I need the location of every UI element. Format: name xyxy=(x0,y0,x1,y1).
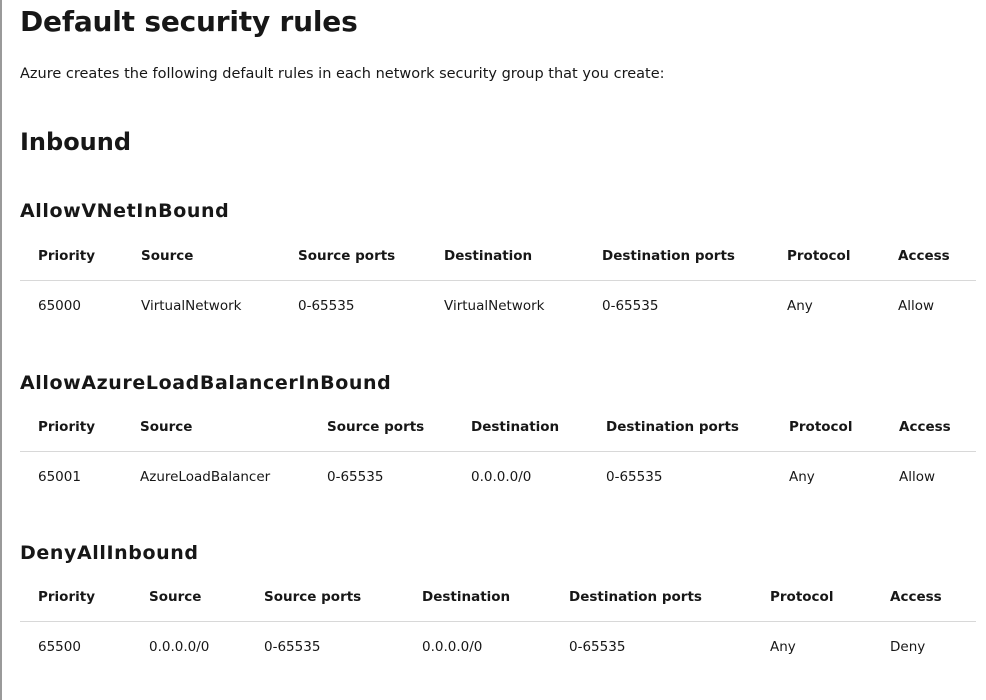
table-header-row xyxy=(20,232,976,281)
rule-heading-allow-azure-load-balancer-inbound: AllowAzureLoadBalancerInBound xyxy=(20,372,392,394)
column-header-access: Access xyxy=(880,232,976,281)
column-header-source: Source xyxy=(122,403,309,452)
cell-source: 0.0.0.0/0 xyxy=(149,639,210,655)
cell-destination: 0.0.0.0/0 xyxy=(422,639,483,655)
column-header-access: Access xyxy=(872,573,976,622)
column-header-source-ports: Source ports xyxy=(280,232,426,281)
cell-protocol: Any xyxy=(787,298,813,314)
table-row xyxy=(20,452,976,503)
table-row xyxy=(20,281,976,332)
rule-table-allow-vnet-inbound xyxy=(20,232,976,331)
rule-table-allow-azure-load-balancer-inbound xyxy=(20,403,976,502)
column-header-priority: Priority xyxy=(20,403,122,452)
table-header-row xyxy=(20,403,976,452)
intro-text: Azure creates the following default rules in each network security group that you create: xyxy=(20,66,665,82)
column-header-source-ports: Source ports xyxy=(309,403,453,452)
column-header-destination-ports: Destination ports xyxy=(588,403,771,452)
cell-priority: 65001 xyxy=(38,469,81,485)
cell-source-ports: 0-65535 xyxy=(298,298,355,314)
column-header-source-ports: Source ports xyxy=(246,573,404,622)
cell-source-ports: 0-65535 xyxy=(264,639,321,655)
column-header-destination: Destination xyxy=(404,573,551,622)
column-header-source: Source xyxy=(123,232,280,281)
rule-heading-allow-vnet-inbound: AllowVNetInBound xyxy=(20,200,230,222)
table-row xyxy=(20,622,976,673)
cell-source-ports: 0-65535 xyxy=(327,469,384,485)
cell-access: Allow xyxy=(898,298,935,314)
column-header-source: Source xyxy=(131,573,246,622)
cell-priority: 65000 xyxy=(38,298,81,314)
cell-protocol: Any xyxy=(789,469,815,485)
page-title: Default security rules xyxy=(20,5,358,38)
cell-priority: 65500 xyxy=(38,639,81,655)
column-header-destination: Destination xyxy=(426,232,584,281)
section-heading-inbound: Inbound xyxy=(20,128,132,156)
column-header-destination: Destination xyxy=(453,403,588,452)
cell-destination-ports: 0-65535 xyxy=(569,639,626,655)
column-header-priority: Priority xyxy=(20,573,131,622)
cell-destination-ports: 0-65535 xyxy=(602,298,659,314)
cell-destination-ports: 0-65535 xyxy=(606,469,663,485)
column-header-destination-ports: Destination ports xyxy=(551,573,752,622)
column-header-protocol: Protocol xyxy=(752,573,872,622)
cell-access: Allow xyxy=(899,469,936,485)
column-header-protocol: Protocol xyxy=(769,232,880,281)
cell-destination: 0.0.0.0/0 xyxy=(471,469,532,485)
cell-destination: VirtualNetwork xyxy=(444,298,545,314)
column-header-priority: Priority xyxy=(20,232,123,281)
rule-heading-deny-all-inbound: DenyAllInbound xyxy=(20,542,199,564)
column-header-protocol: Protocol xyxy=(771,403,881,452)
table-header-row xyxy=(20,573,976,622)
page-left-border xyxy=(0,0,2,700)
cell-access: Deny xyxy=(890,639,926,655)
cell-protocol: Any xyxy=(770,639,796,655)
cell-source: VirtualNetwork xyxy=(141,298,242,314)
rule-table-deny-all-inbound xyxy=(20,573,976,672)
column-header-access: Access xyxy=(881,403,976,452)
column-header-destination-ports: Destination ports xyxy=(584,232,769,281)
cell-source: AzureLoadBalancer xyxy=(140,469,271,485)
